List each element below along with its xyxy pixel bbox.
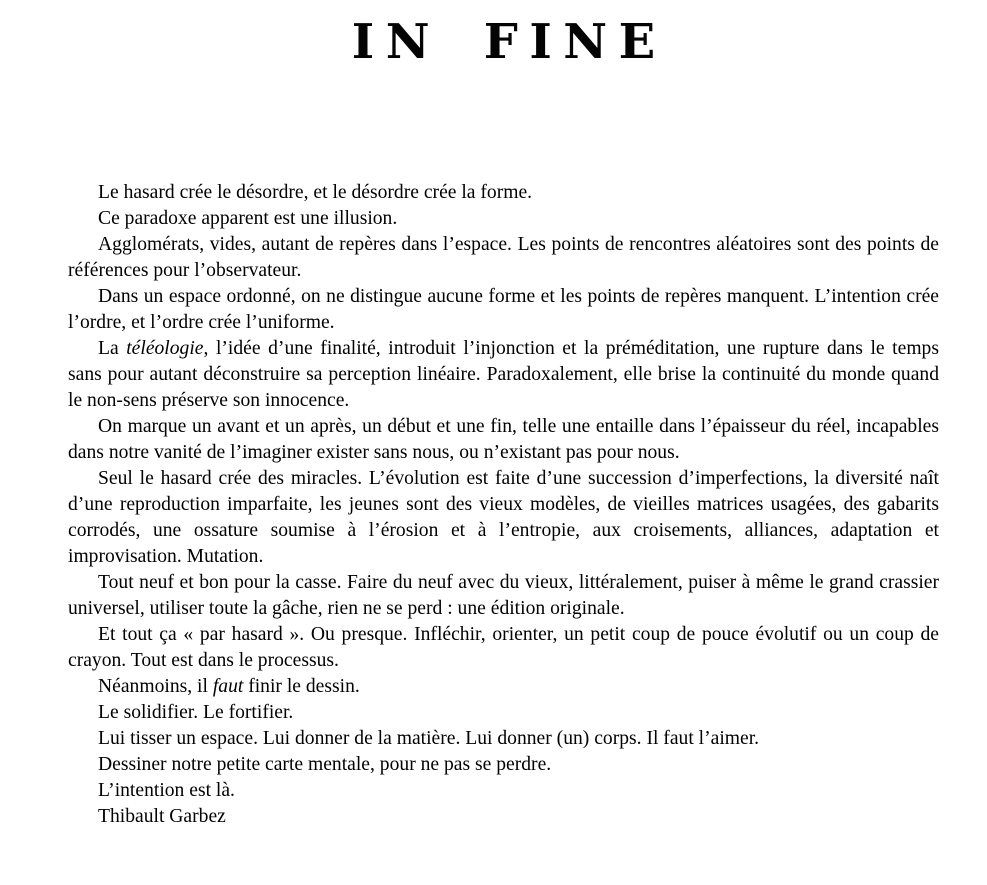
paragraph [68, 570, 939, 622]
paragraph [68, 206, 939, 232]
author-signature: Thibault Garbez [98, 806, 226, 827]
paragraph-text: Le hasard crée le désordre, et le désordre crée la forme. [98, 182, 533, 203]
paragraph [68, 180, 939, 206]
paragraph [68, 336, 939, 414]
document-title: IN FINE [351, 14, 667, 70]
paragraph-text: Lui tisser un espace. Lui donner de la matière. Lui donner (un) corps. Il faut l’aimer. [98, 728, 760, 749]
paragraph [68, 232, 939, 284]
paragraph-text: La [98, 338, 127, 359]
paragraph-text: , l’idée d’une finalité, introduit l’injonction et la préméditation, une rupture dans le temps sans pour autant déconstruire sa perception linéaire. Paradoxalement, elle brise la continuité du monde quand le non-sens préserve son innocence. [68, 338, 939, 411]
italic-term: téléologie [126, 338, 204, 359]
paragraph-text: On marque un avant et un après, un début et une fin, telle une entaille dans l’épaisseur du réel, incapables dans notre vanité de l’imaginer exister sans nous, ou n’existant pas pour nous. [68, 416, 939, 463]
paragraph-text: Dans un espace ordonné, on ne distingue aucune forme et les points de repères manquent. L’intention crée l’ordre, et l’ordre crée l’uniforme. [68, 286, 939, 333]
paragraph [68, 466, 939, 570]
paragraph [68, 414, 939, 466]
italic-term: faut [212, 676, 244, 697]
paragraph-text: finir le dessin. [243, 676, 360, 697]
paragraph [68, 284, 939, 336]
paragraph-text: L’intention est là. [98, 780, 235, 801]
paragraph-text: Agglomérats, vides, autant de repères dans l’espace. Les points de rencontres aléatoires sont des points de références pour l’observateur. [68, 234, 939, 281]
paragraph [68, 674, 939, 700]
paragraph-text: Dessiner notre petite carte mentale, pour ne pas se perdre. [98, 754, 552, 775]
paragraph-text: Néanmoins, il [98, 676, 213, 697]
paragraph [68, 726, 939, 752]
paragraph-text: Ce paradoxe apparent est une illusion. [98, 208, 398, 229]
paragraph-text: Tout neuf et bon pour la casse. Faire du neuf avec du vieux, littéralement, puiser à même le grand crassier universel, utiliser toute la gâche, rien ne se perd : une édition originale. [68, 572, 939, 619]
paragraph [68, 622, 939, 674]
paragraph [68, 700, 939, 726]
paragraph [68, 752, 939, 778]
paragraph-text: Seul le hasard crée des miracles. L’évolution est faite d’une succession d’imperfections, la diversité naît d’une reproduction imparfaite, les jeunes sont des vieux modèles, de vieilles matrices usagées, des gabarits corrodés, une ossature soumise à l’érosion et à l’entropie, aux croisements, alliances, adaptation et improvisation. Mutation. [68, 468, 939, 567]
paragraph-text: Et tout ça « par hasard ». Ou presque. Infléchir, orienter, un petit coup de pouce évolutif ou un coup de crayon. Tout est dans le processus. [68, 624, 939, 671]
document-body [68, 180, 939, 830]
paragraph-text: Le solidifier. Le fortifier. [98, 702, 294, 723]
paragraph [68, 778, 939, 804]
